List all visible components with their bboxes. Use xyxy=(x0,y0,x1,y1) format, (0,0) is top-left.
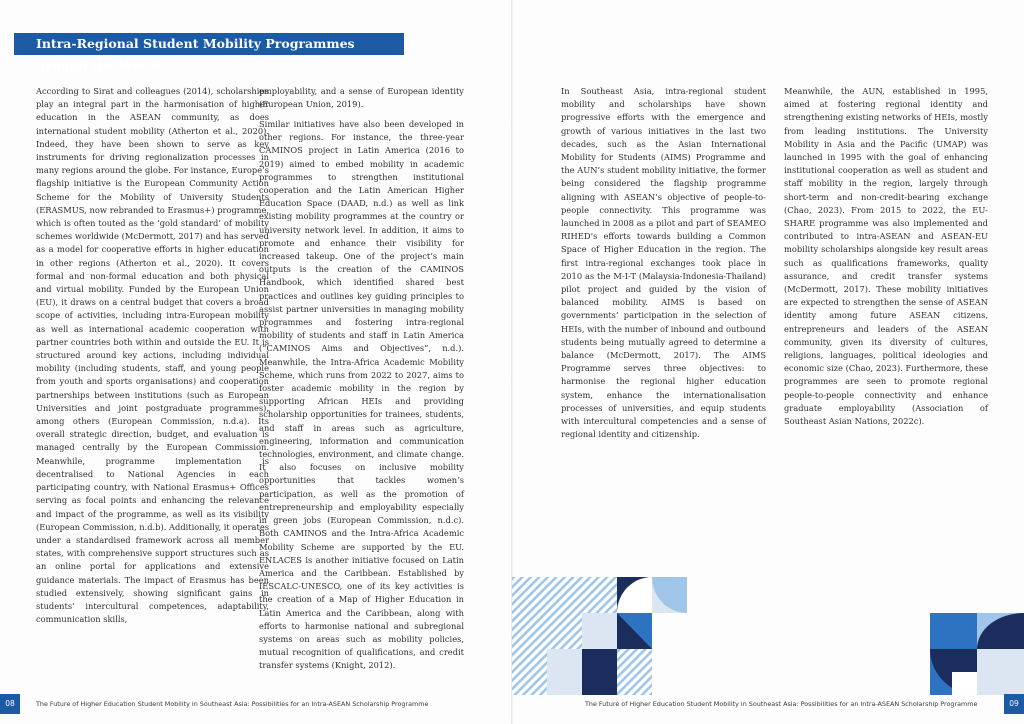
section-title: Intra-Regional Student Mobility Programmes Around the World xyxy=(14,33,404,55)
paragraph: In Southeast Asia, intra-regional student mobility and scholarships have shown progressive efforts with the emergence and growth of various initiatives in the last two decades, such as the Asian International Mobility for Students (AIMS) Programme and the AUN’s student mobility initiative, the former being considered the flagship programme aligning with ASEAN’s objective of people-to-people connectivity. This programme was launched in 2008 as a pilot and part of SEAMEO RIHED’s efforts towards building a Common Space of Higher Education in the region. The first intra-regional exchanges took place in 2010 as the M-I-T (Malaysia-Indonesia-Thailand) pilot project and guided by the vision of balanced mobility. AIMS is based on governments’ participation in the selection of HEIs, with the number of inbound and outbound students being mutually agreed to determine a balance (McDermott, 2017). The AIMS Programme serves three objectives: to harmonise the regional higher education system, enhance the internationalisation processes of universities, and equip students with intercultural competencies and a sense of regional identity and citizenship. xyxy=(561,86,766,440)
paragraph: employability, and a sense of European identity (European Union, 2019). xyxy=(259,86,464,110)
striped-tile xyxy=(582,577,617,613)
text-column-3 xyxy=(561,85,766,448)
striped-tile xyxy=(512,649,547,695)
running-footer-right: The Future of Higher Education Student Mobility in Southeast Asia: Possibilities for an Intra-ASEAN Scholarship Programme xyxy=(585,700,978,708)
page-number-left: 08 xyxy=(0,694,20,714)
paragraph: According to Sirat and colleagues (2014), scholarships play an integral part in the harmonisation of higher education in the ASEAN community, as does international student mobility (Atherton et al., 2020). Indeed, they have been shown to serve as key instruments for driving regionalization processes in many regions around the globe. For instance, Europe’s flagship initiative is the European Community Action Scheme for the Mobility of University Students (ERASMUS, now rebranded to Erasmus+) programme, which is often touted as the ‘gold standard’ of mobility schemes worldwide (McDermott, 2017) and has served as a model for cooperative efforts in higher education in other regions (Atherton et al., 2020). It covers formal and non-formal education and both physical and virtual mobility. Funded by the European Union (EU), it draws on a central budget that covers a broad scope of activities, including intra-European mobility as well as international academic cooperation with partner countries both within and outside the EU. It is structured around key actions, including individual mobility (including students, staff, and young people from youth and sports organisations) and cooperation partnerships between institutions (such as European Universities and joint postgraduate programmes), among others (European Commission, n.d.a). Its overall strategic direction, budget, and evaluation is managed centrally by the European Commission. Meanwhile, programme implementation is decentralised to National Agencies in each participating country, with National Erasmus+ Offices serving as focal points and enhancing the relevance and impact of the programme, as well as its visibility (European Commission, n.d.b). Additionally, it operates under a standardised framework across all member states, with comprehensive support structures such as an online portal for applications and extensive guidance materials. The impact of Erasmus has been studied extensively, showing significant gains in students’ intercultural competences, adaptability, communication skills, xyxy=(36,86,269,625)
decorative-pattern xyxy=(512,577,1024,695)
text-column-1 xyxy=(36,85,269,633)
striped-tile xyxy=(512,577,547,613)
page-number-right: 09 xyxy=(1004,694,1024,714)
striped-tile xyxy=(512,613,547,649)
navy-tile xyxy=(582,649,617,695)
white-tile xyxy=(952,672,977,695)
striped-tile xyxy=(547,613,582,649)
striped-tile xyxy=(617,649,652,695)
text-column-2 xyxy=(259,85,464,679)
pale-tile xyxy=(547,649,582,695)
pale-tile xyxy=(977,649,1024,695)
blue-tile xyxy=(930,613,977,649)
striped-tile xyxy=(547,577,582,613)
running-footer-left: The Future of Higher Education Student Mobility in Southeast Asia: Possibilities for an Intra-ASEAN Scholarship Programme xyxy=(36,700,429,708)
paragraph: Similar initiatives have also been developed in other regions. For instance, the three-year CAMINOS project in Latin America (2016 to 2019) aimed to embed mobility in academic programmes to strengthen institutional cooperation and the Latin American Higher Education Space (DAAD, n.d.) as well as link existing mobility programmes at the country or university network level. In addition, it aims to promote and enhance their visibility for increased takeup. One of the project’s main outputs is the creation of the CAMINOS Handbook, which identified shared best practices and outlines key guiding principles to assist partner universities in managing mobility programmes and fostering intra-regional mobility of students and staff in Latin America (“CAMINOS Aims and Objectives”, n.d.). Meanwhile, the Intra-Africa Academic Mobility Scheme, which runs from 2022 to 2027, aims to foster academic mobility in the region by supporting African HEIs and providing scholarship opportunities for trainees, students, and staff in areas such as agriculture, engineering, information and communication technologies, environment, and climate change. It also focuses on inclusive mobility opportunities that tackles women’s participation, as well as the promotion of entrepreneurship and employability especially in green jobs (European Commission, n.d.c). Both CAMINOS and the Intra-Africa Academic Mobility Scheme are supported by the EU. ENLACES is another initiative focused on Latin America and the Caribbean. Established by IESCALC-UNESCO, one of its key activities is the creation of a Map of Higher Education in Latin America and the Caribbean, along with efforts to harmonise national and subregional systems on areas such as mobility policies, mutual recognition of qualifications, and credit transfer systems (Knight, 2012). xyxy=(259,119,464,671)
paragraph: Meanwhile, the AUN, established in 1995, aimed at fostering regional identity and strengthening existing networks of HEIs, mostly from leading institutions. The University Mobility in Asia and the Pacific (UMAP) was launched in 1995 with the goal of enhancing institutional cooperation as well as student and staff mobility in the region, largely through short-term and non-credit-bearing exchange (Chao, 2023). From 2015 to 2022, the EU-SHARE programme was also implemented and contributed to intra-ASEAN and ASEAN-EU mobility scholarships alongside key result areas such as qualifications frameworks, quality assurance, and credit transfer systems (McDermott, 2017). These mobility initiatives are expected to strengthen the sense of ASEAN identity among future ASEAN citizens, entrepreneurs and leaders of the ASEAN community, given its diversity of cultures, religions, languages, political ideologies and economic size (Chao, 2023). Furthermore, these programmes are seen to promote regional people-to-people connectivity and enhance graduate employability (Association of Southeast Asian Nations, 2022c). xyxy=(784,86,988,427)
pale-tile xyxy=(582,613,617,649)
text-column-4 xyxy=(784,85,988,435)
